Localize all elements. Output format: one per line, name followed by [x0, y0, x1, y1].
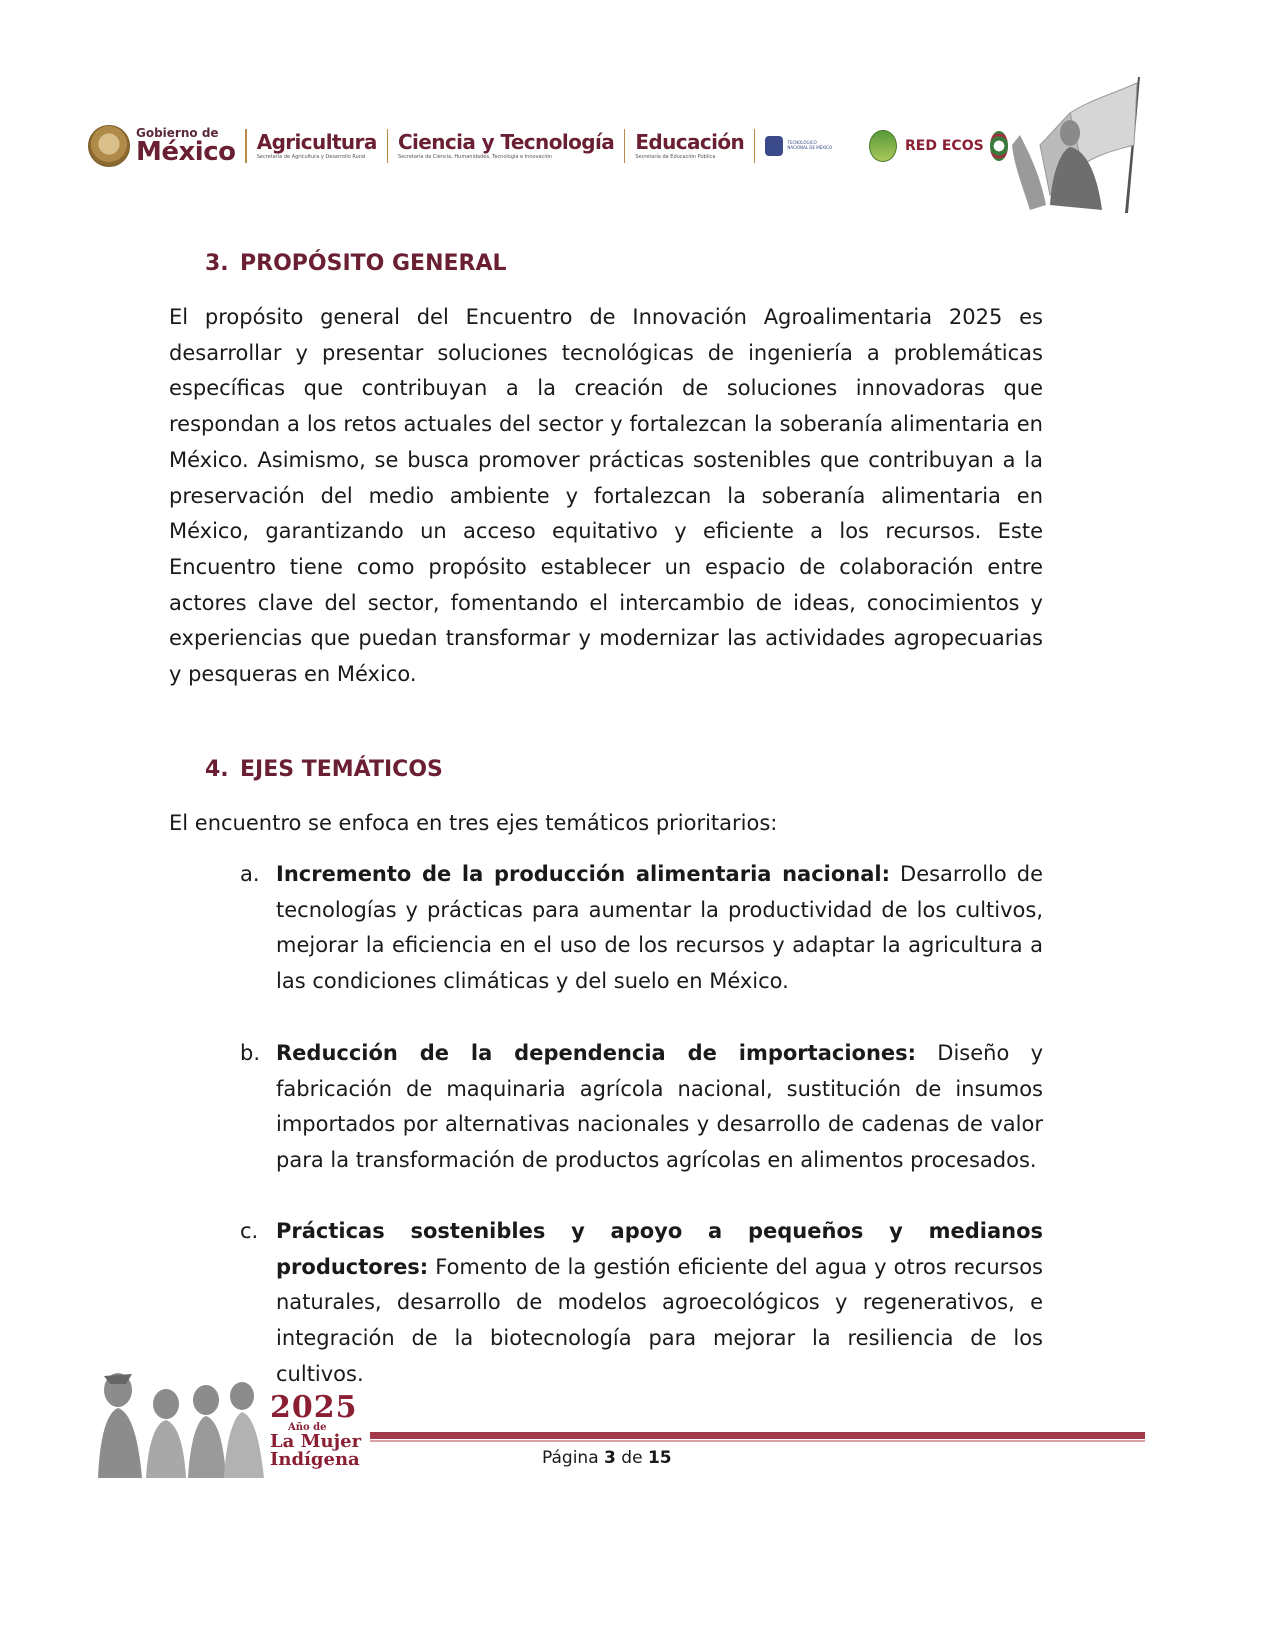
page-total: 15 [647, 1448, 672, 1468]
page-number [542, 1448, 672, 1468]
red-ecos-text: RED ECOS [905, 138, 984, 154]
section-heading-ejes [205, 757, 443, 782]
footer-year: 2025 [270, 1390, 358, 1425]
list-item-lead: Prácticas sostenibles y apoyo a pequeños y medianos productores: [276, 1219, 1043, 1279]
footer-rule [370, 1432, 1145, 1439]
tecnm-text: TECNOLÓGICO NACIONAL DE MÉXICO [787, 140, 833, 150]
section-heading-proposito [205, 251, 507, 276]
dept-subtitle: Secretaría de Agricultura y Desarrollo Rural [256, 153, 366, 160]
ciencia-logo [397, 129, 615, 160]
footer-year-line2: Indígena [270, 1449, 360, 1470]
list-item [240, 1036, 1043, 1179]
footer-rule-thin [370, 1440, 1145, 1442]
section-number: 3. [205, 251, 229, 276]
proposito-paragraph: El propósito general del Encuentro de Innovación Agroalimentaria 2025 es desarrollar y presentar soluciones tecnológicas de ingeniería a problemáticas específicas que contribuyan a la creación de soluciones innovadoras que respondan a los retos actuales del sector y fortalezcan la soberanía alimentaria en México. Asimismo, se busca promover prácticas sostenibles que contribuyan a la preservación del medio ambiente y fortalezcan la soberanía alimentaria en México, garantizando un acceso equitativo y eficiente a los recursos. Este Encuentro tiene como propósito establecer un espacio de colaboración entre actores clave del sector, fomentando el intercambio de ideas, conocimientos y experiencias que puedan transformar y modernizar las actividades agropecuarias y pesqueras en México. [169, 305, 1043, 687]
divider [245, 129, 246, 163]
dept-title: Educación [635, 129, 745, 154]
agricultura-logo [256, 129, 377, 160]
divider [624, 129, 625, 163]
gobierno-logo [88, 125, 235, 167]
woman-with-flag-illustration [1010, 75, 1145, 215]
divider [387, 129, 388, 163]
section-title: EJES TEMÁTICOS [240, 757, 443, 782]
national-seal-icon [88, 125, 130, 167]
section-title: PROPÓSITO GENERAL [240, 251, 507, 276]
page-label: Página [542, 1448, 599, 1468]
gobierno-small-text: Gobierno de [136, 126, 219, 140]
list-item-text: Fomento de la gestión eficiente del agua y otros recursos naturales, desarrollo de modelos agroecológicos y regenerativos, e integración de la biotecnología para mejorar la resiliencia de los cultivos. [276, 1254, 1043, 1386]
mexico-map-logo-icon [869, 130, 897, 162]
tecnm-icon [765, 136, 783, 156]
educacion-logo [635, 129, 745, 160]
page-of: de [621, 1448, 643, 1468]
list-letter: b. [240, 1041, 261, 1065]
ejes-intro: El encuentro se enfoca en tres ejes temáticos prioritarios: [169, 811, 778, 835]
list-letter: a. [240, 862, 260, 886]
dept-title: Agricultura [256, 129, 377, 154]
tecnm-logo [765, 136, 835, 156]
indigenous-women-illustration [84, 1362, 270, 1478]
footer-year-small: Año de [288, 1422, 327, 1433]
footer-year-line1: La Mujer [270, 1431, 362, 1452]
list-item-lead: Reducción de la dependencia de importaciones: [276, 1041, 917, 1065]
page-current: 3 [604, 1448, 616, 1468]
list-item-text: Desarrollo de tecnologías y prácticas para aumentar la productividad de los cultivos, mejorar la eficiencia en el uso de los recursos y adaptar la agricultura a las condiciones climáticas y del suelo en México. [276, 862, 1043, 994]
gobierno-big-text: México [136, 137, 236, 167]
dept-subtitle: Secretaría de Educación Pública [635, 153, 716, 160]
list-item-text: Diseño y fabricación de maquinaria agrícola nacional, sustitución de insumos importados por alternativas nacionales y desarrollo de cadenas de valor para la transformación de productos agrícolas en alimentos procesados. [276, 1041, 1044, 1173]
list-letter: c. [240, 1219, 259, 1243]
red-ecos-seal-icon [990, 131, 1008, 161]
list-item [240, 857, 1043, 1000]
divider [754, 129, 755, 163]
section-number: 4. [205, 757, 229, 782]
dept-subtitle: Secretaría de Ciencia, Humanidades, Tecnología e Innovación [397, 153, 552, 160]
list-item [240, 1214, 1043, 1393]
list-item-lead: Incremento de la producción alimentaria nacional: [276, 862, 891, 886]
dept-title: Ciencia y Tecnología [397, 129, 615, 154]
anio-mujer-indigena-logo [270, 1390, 362, 1470]
header-logos [88, 118, 1008, 174]
